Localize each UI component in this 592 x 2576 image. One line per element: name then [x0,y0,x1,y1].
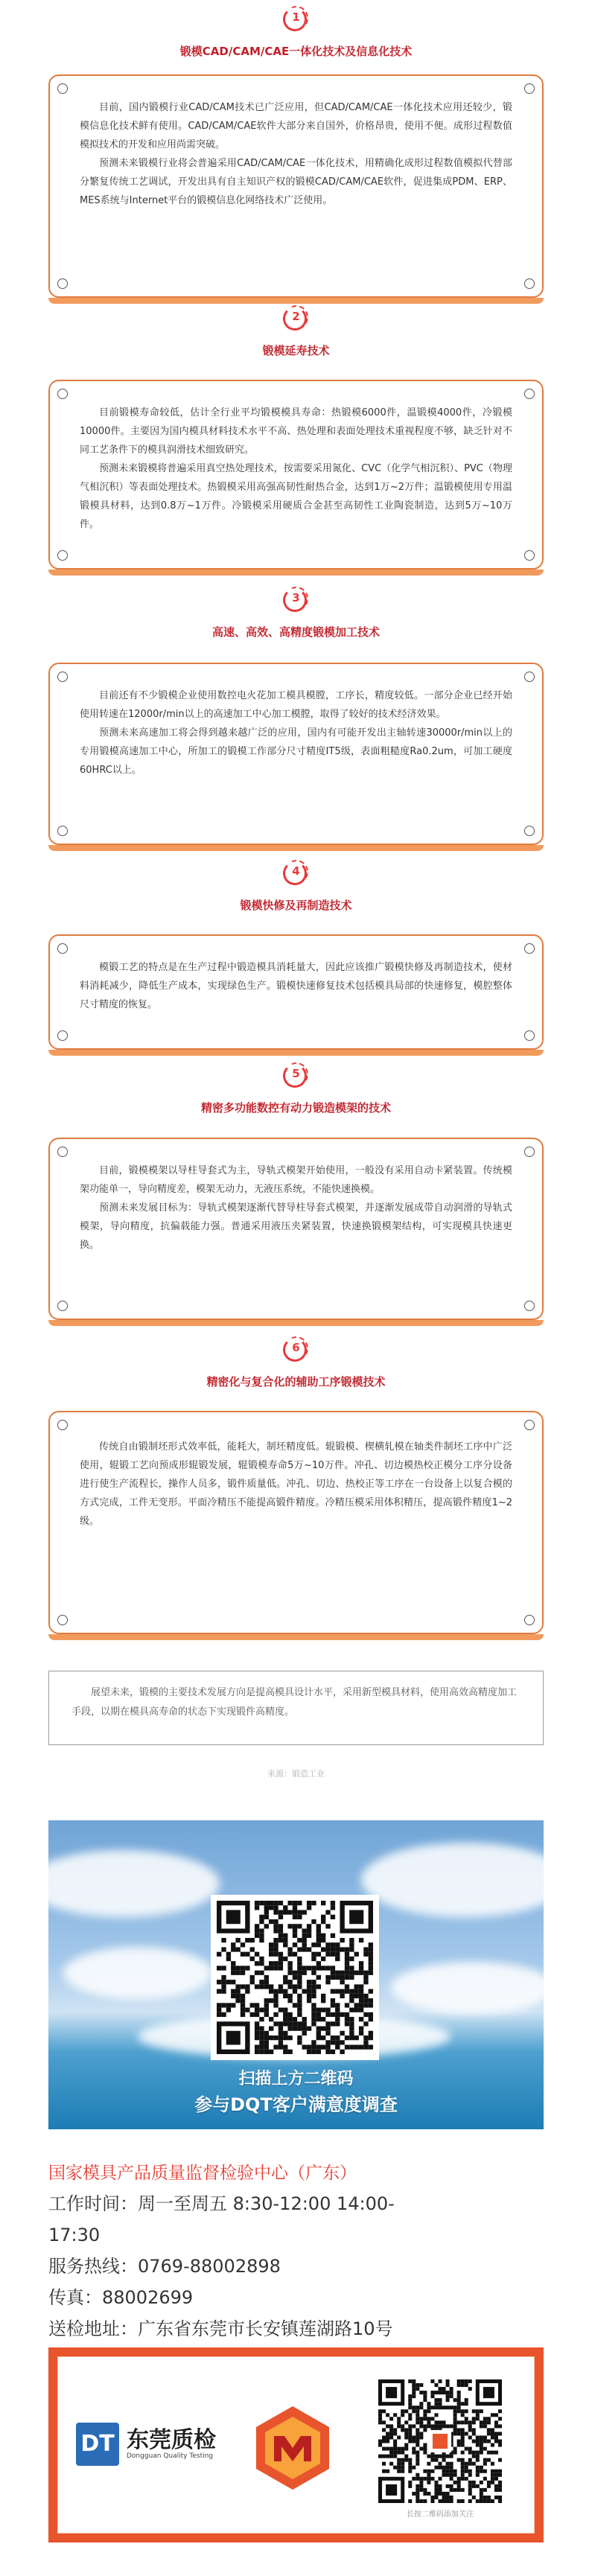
section-5-header [0,1062,592,1115]
banner-caption-2: 参与DQT客户满意度调查 [194,2094,398,2115]
section-title: 锻模CAD/CAM/CAE一体化技术及信息化技术 [179,45,413,58]
summary-text: 展望未来，锻模的主要技术发展方向是提高模具设计水平，采用新型模具材料，使用高效高精度加工手段，以期在模具高寿命的状态下实现锻件高精度。 [71,1687,518,1718]
paragraph: 预测未来锻模将普遍采用真空热处理技术，按需要采用氮化、CVC（化学气相沉积）、PVC（物理气相沉积）等表面处理技术。热锻模采用高强高韧性耐热合金，达到1万~2万件；温锻模使用专用温锻模具材料，达到0.8万~1万件。冷锻模采用硬质合金甚至高韧性工业陶瓷制造，达到5万~10万件。 [80,463,512,530]
qr-caption: 长按二维码添加关注 [407,2510,474,2519]
source-credit: 来源：锻造工业 [267,1769,325,1779]
section-5-card [48,1138,544,1320]
section-4-card [48,934,544,1050]
section-number-icon: 3 [281,587,311,616]
paragraph: 预测未来发展目标为：导轨式模架逐渐代替导柱导套式模架，并逐渐发展成带自动润滑的导轨式模架，导向精度，抗偏载能力强。普通采用液压夹紧装置，快速换锻模架结构，可实现模具快速更换。 [80,1202,512,1251]
section-title: 锻模延寿技术 [262,344,330,357]
section-2-header [0,305,592,358]
paragraph: 预测未来高速加工将会得到越来越广泛的应用，国内有可能开发出主轴转速30000r/min以上的专用锻模高速加工中心，所加工的锻模工作部分尺寸精度IT5级，表面粗糙度Ra0.2um，可加工硬度60HRC以上。 [80,727,512,776]
paragraph: 预测未来锻模行业将会普遍采用CAD/CAM/CAE一体化技术，用精确化成形过程数值模拟代替部分繁复传统工艺调试，开发出具有自主知识产权的锻模CAD/CAM/CAE软件，促进集成PDM、ERP、MES系统与Internet平台的锻模信息化网络技术广泛使用。 [80,158,512,206]
paragraph: 目前还有不少锻模企业使用数控电火花加工模具模膛，工序长，精度较低。一部分企业已经开始使用转速在12000r/min以上的高速加工中心加工模膛，取得了较好的技术经济效果。 [80,690,512,720]
work-hours: 工作时间：周一至周五 8:30-12:00 14:00- [48,2193,395,2214]
org-name: 国家模具产品质量监督检验中心（广东） [48,2164,357,2183]
fax: 传真：88002699 [48,2287,194,2308]
work-hours-cont: 17:30 [48,2225,101,2245]
paragraph: 目前，国内锻模行业CAD/CAM技术已广泛应用，但CAD/CAM/CAE一体化技术应用还较少，锻模信息化技术鲜有使用。CAD/CAM/CAE软件大部分来自国外，价格昂贵，使用不便。成形过程数值模拟技术的开发和应用尚需突破。 [80,102,512,150]
paragraph: 模锻工艺的特点是在生产过程中锻造模具消耗量大，因此应该推广锻模快修及再制造技术，使材料消耗减少，降低生产成本，实现绿色生产。锻模快速修复技术包括模具局部的快速修复，模腔整体尺寸精度的恢复。 [80,962,512,1010]
section-2-card [48,380,544,570]
survey-banner [48,1820,544,2129]
survey-qr-code[interactable] [211,1895,379,2060]
section-title: 精密化与复合化的辅助工序锻模技术 [206,1375,386,1389]
section-number-icon: 4 [281,860,311,890]
section-6-header [0,1336,592,1389]
paragraph: 目前锻模寿命较低，估计全行业平均锻模模具寿命：热锻模6000件，温锻模4000件，冷锻模10000件。主要因为国内模具材料技术水平不高、热处理和表面处理技术重视程度不够，缺乏针对不同工艺条件下的模具润滑技术细致研究。 [80,407,512,456]
section-3-card [48,663,544,845]
footer-banner [48,2347,544,2542]
brand-name: 东莞质检 [127,2427,216,2453]
brand-name-en: Dongguan Quality Testing [127,2452,214,2460]
paragraph: 传统自由锻制坯形式效率低，能耗大，制坯精度低。辊锻模、楔横轧模在轴类件制坯工序中广泛使用，辊锻工艺向预成形辊锻发展，辊锻模寿命5万~10万件。冲孔、切边模热校正模分工序分设备进行使生产流程长，操作人员多，锻件质量低。冲孔、切边、热校正等工序在一台设备上以复合模的方式完成，工件无变形。平面冷精压不能提高锻件精度。冷精压模采用体积精压，提高锻件精度1~2级。 [80,1441,512,1527]
dqt-logo-icon: DT [76,2423,119,2466]
section-number-icon: 5 [281,1062,311,1092]
section-1-card [48,74,544,298]
section-number-icon: 1 [281,6,311,36]
section-6-card [48,1411,544,1634]
mould-hexagon-logo-icon [252,2403,334,2493]
section-number-icon: 2 [281,305,311,335]
summary-box [48,1671,544,1745]
wechat-qr-code[interactable] [378,2379,502,2503]
section-title: 高速、高效、高精度锻模加工技术 [211,625,380,639]
section-4-header [0,860,592,913]
address: 送检地址：广东省东莞市长安镇莲湖路10号 [48,2318,393,2339]
section-3-header [0,587,592,640]
section-title: 精密多功能数控有动力锻造模架的技术 [200,1101,391,1115]
section-number-icon: 6 [281,1336,311,1366]
section-1-header [0,6,592,59]
service-hotline: 服务热线：0769-88002898 [48,2256,281,2277]
paragraph: 目前，锻模模架以导柱导套式为主，导轨式模架开始使用，一般没有采用自动卡紧装置。传统模架功能单一，导向精度差，模架无动力，无液压系统，不能快速换模。 [80,1165,512,1195]
section-title: 锻模快修及再制造技术 [240,899,352,912]
banner-caption-1: 扫描上方二维码 [238,2070,354,2088]
